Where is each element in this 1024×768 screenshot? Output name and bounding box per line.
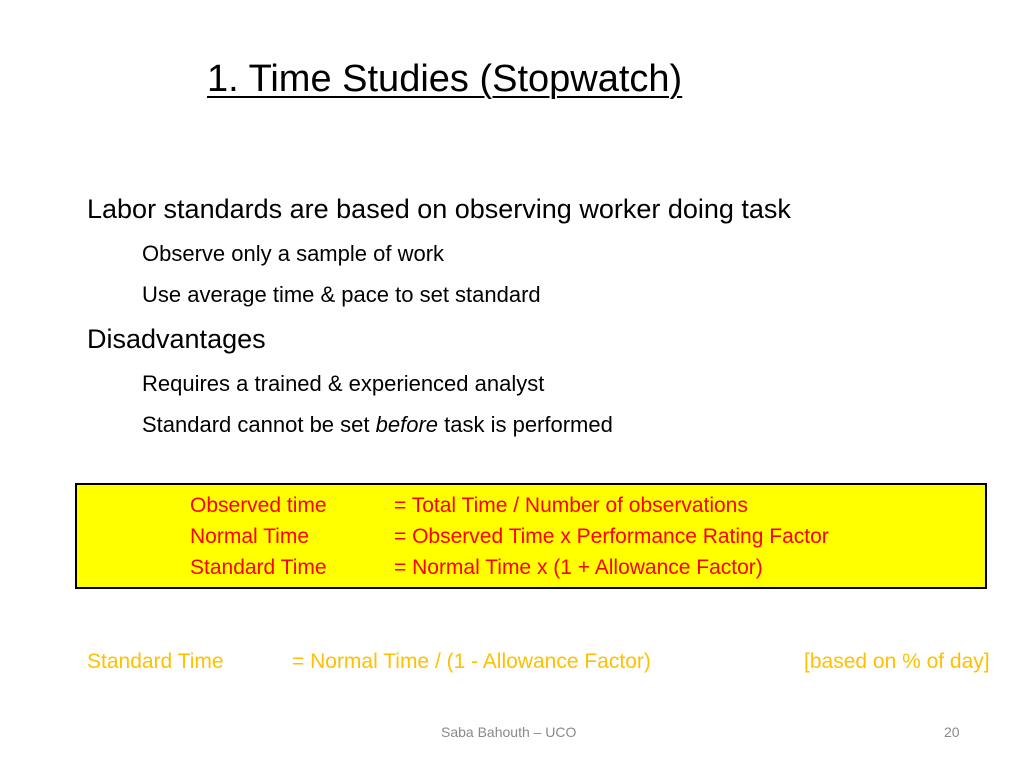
- sub-bullet-before-task: [142, 412, 613, 438]
- formula-box: [75, 483, 987, 589]
- alternate-formula-note: [based on % of day]: [804, 650, 990, 673]
- sub-bullet-trained-analyst: Requires a trained & experienced analyst: [142, 371, 545, 396]
- sub-bullet-sample: Observe only a sample of work: [142, 241, 445, 266]
- formula-definition: = Total Time / Number of observations: [394, 494, 748, 517]
- bullet-labor-standards: Labor standards are based on observing worker doing task: [87, 194, 791, 224]
- formula-term: Observed time: [190, 494, 327, 517]
- alternate-formula-term: Standard Time: [87, 650, 224, 673]
- formula-term: Normal Time: [190, 525, 310, 548]
- footer-author: Saba Bahouth – UCO: [441, 724, 577, 740]
- before-task-post: task is performed: [438, 412, 613, 437]
- before-emphasis: before: [375, 412, 439, 437]
- formula-definition: = Observed Time x Performance Rating Factor: [394, 525, 829, 548]
- formula-definition: = Normal Time x (1 + Allowance Factor): [394, 556, 763, 579]
- before-task-pre: Standard cannot be set: [142, 412, 376, 437]
- formula-term: Standard Time: [190, 556, 327, 579]
- bullet-disadvantages: Disadvantages: [87, 324, 266, 354]
- sub-bullet-average-time: Use average time & pace to set standard: [142, 282, 541, 307]
- alternate-formula-definition: = Normal Time / (1 - Allowance Factor): [292, 650, 651, 673]
- slide-title: 1. Time Studies (Stopwatch): [207, 58, 683, 100]
- page-number: 20: [944, 724, 960, 740]
